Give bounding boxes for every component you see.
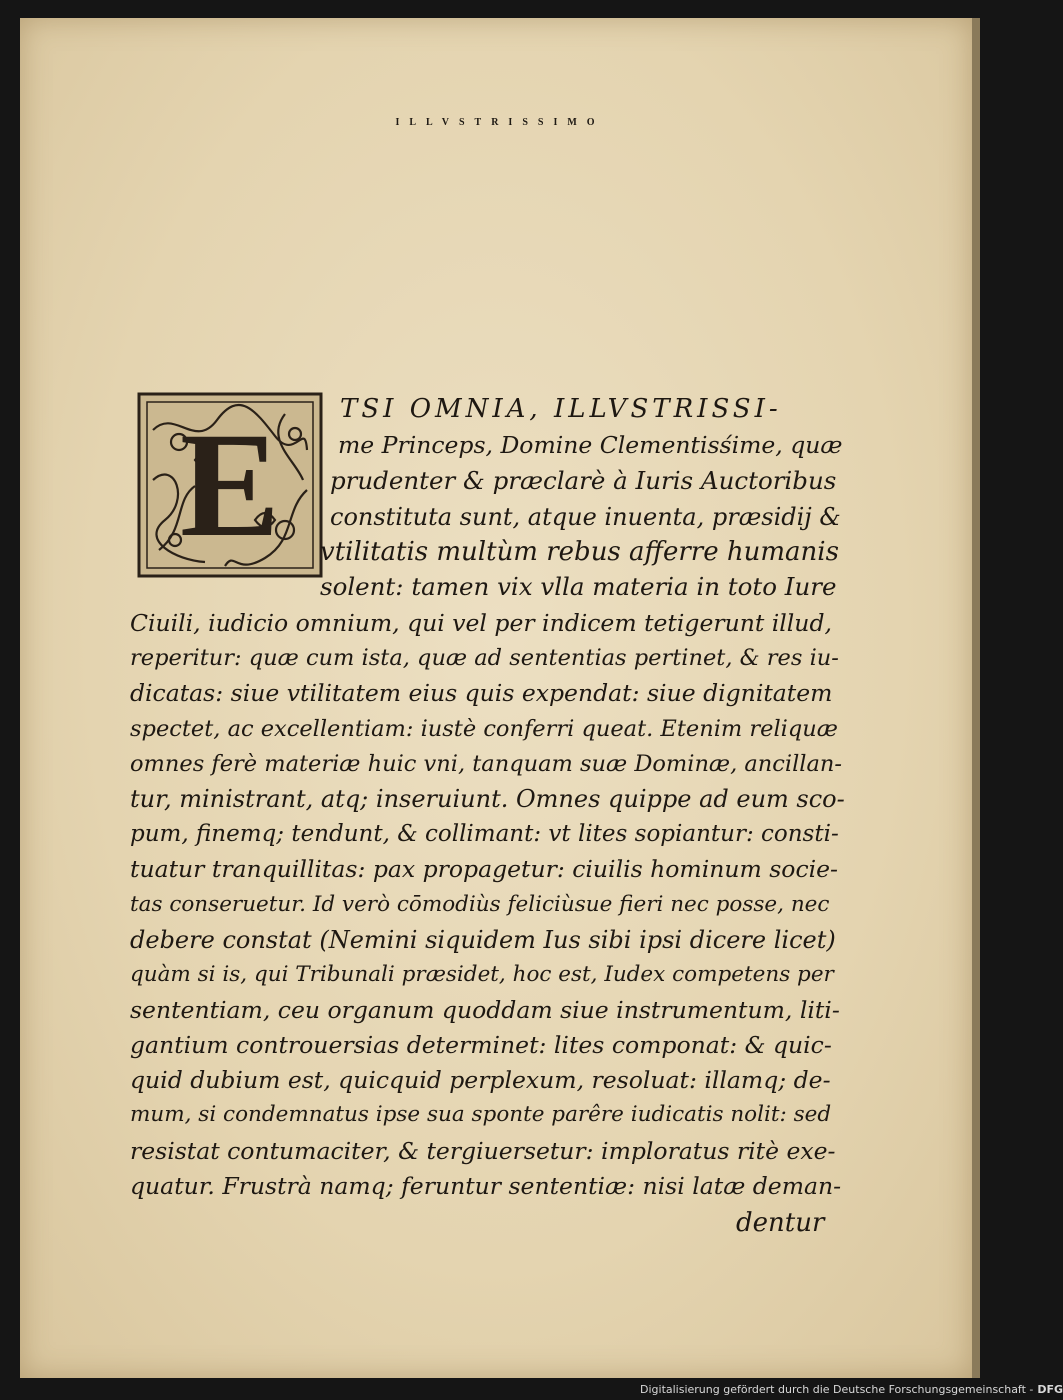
dedication-heading-line-2 [0,160,1000,204]
decorated-initial [135,390,325,580]
text-line-8: reperitur: quæ cum ista, quæ ad sententias pertinet, & res iu- [130,645,839,671]
text-line-1: TSI OMNIA, ILLVSTRISSI- [340,394,782,424]
text-line-12: tur, ministrant, atq; inseruiunt. Omnes quippe ad eum sco- [130,785,845,813]
text-line-9: dicatas: siue vtilitatem eius quis expendat: siue dignitatem [130,679,833,707]
text-line-19: gantium controuersias determinet: lites componat: & quic- [130,1031,832,1059]
text-line-21: mum, si condemnatus ipse sua sponte parêre iudicatis nolit: sed [130,1102,832,1127]
text-line-3: prudenter & præclarè à Iuris Auctoribus [330,466,837,495]
text-line-15: tas conseruetur. Id verò cōmodiùs feliciùsue fieri nec posse, nec [130,892,830,917]
dfg-logo-icon: DFG [1037,1383,1063,1396]
text-line-11: omnes ferè materiæ huic vni, tanquam suæ Dominæ, ancillan- [130,751,842,777]
text-line-10: spectet, ac excellentiam: iustè conferri queat. Etenim reliquæ [130,716,838,742]
text-line-5: vtilitatis multùm rebus afferre humanis [320,537,839,567]
text-line-16: debere constat (Nemini siquidem Ius sibi ipsi dicere licet) [130,926,836,954]
text-line-6: solent: tamen vix vlla materia in toto Iure [320,572,837,601]
dedication-heading-line-7 [0,332,1000,372]
text-line-4: constituta sunt, atque inuenta, præsidij & [330,503,841,531]
credit-text: Digitalisierung gefördert durch die Deutsche Forschungsgemeinschaft - [640,1383,1034,1396]
text-line-14: tuatur tranquillitas: pax propagetur: ciuilis hominum socie- [130,855,838,883]
text-line-18: sententiam, ceu organum quoddam siue instrumentum, liti- [130,996,840,1024]
catchword: dentur [736,1208,825,1238]
text-line-22: resistat contumaciter, & tergiuersetur: imploratus ritè exe- [130,1137,836,1165]
text-line-2: me Princeps, Domine Clementisśime, quæ [338,431,843,459]
initial-letter: E [179,402,281,568]
digitization-credit [640,1380,1063,1400]
dedication-heading-line-5 [0,264,1000,304]
text-line-23: quatur. Frustrà namq; feruntur sententiæ: nisi latæ deman- [130,1172,842,1200]
text-line-17: quàm si is, qui Tribunali præsidet, hoc est, Iudex competens per [130,962,834,987]
dedication-heading-line-1: ILLVSTRISSIMO [395,117,605,128]
text-line-20: quid dubium est, quicquid perplexum, resoluat: illamq; de- [130,1066,831,1094]
dedication-heading-line-4 [0,226,1000,266]
text-line-13: pum, finemq; tendunt, & collimant: vt lites sopiantur: consti- [130,821,839,847]
text-line-7: Ciuili, iudicio omnium, qui vel per indicem tetigerunt illud, [130,609,832,637]
